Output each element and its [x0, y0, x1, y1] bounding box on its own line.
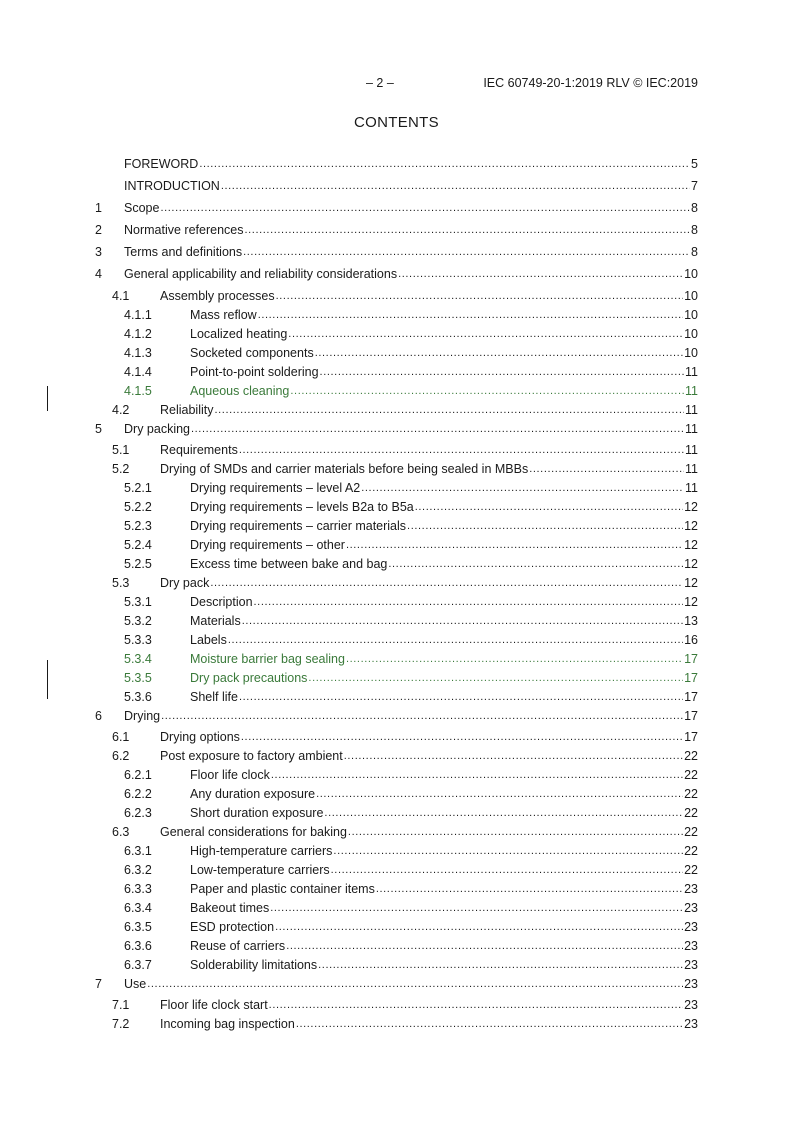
- toc-entry[interactable]: [95, 519, 698, 534]
- toc-entry-number: 7.1: [112, 998, 130, 1012]
- toc-entry[interactable]: [95, 481, 698, 496]
- toc-entry-page: 12: [684, 519, 698, 533]
- toc-entry-title: Solderability limitations: [190, 958, 318, 972]
- toc-entry-title: Low-temperature carriers: [190, 863, 330, 877]
- toc-entry-page: 23: [684, 977, 698, 991]
- toc-entry[interactable]: [95, 768, 698, 783]
- toc-entry[interactable]: [95, 384, 698, 399]
- toc-entry-title: Drying requirements – carrier materials: [190, 519, 407, 533]
- toc-entry-number: 6: [95, 709, 102, 723]
- toc-entry[interactable]: [95, 671, 698, 686]
- toc-entry-page: 11: [685, 422, 698, 436]
- toc-entry[interactable]: [95, 825, 698, 840]
- toc-entry-page: 7: [691, 179, 698, 193]
- toc-dot-leader: [320, 365, 684, 380]
- toc-entry-title: Floor life clock: [190, 768, 270, 782]
- toc-entry[interactable]: [95, 730, 698, 745]
- toc-dot-leader: [346, 538, 683, 553]
- toc-dot-leader: [361, 481, 684, 496]
- toc-entry-number: 4: [95, 267, 102, 281]
- toc-entry-number: 5.2.4: [124, 538, 152, 552]
- toc-dot-leader: [529, 462, 684, 477]
- toc-entry[interactable]: [95, 422, 698, 437]
- toc-entry-page: 10: [684, 289, 698, 303]
- toc-entry-number: 5.3.6: [124, 690, 152, 704]
- toc-entry-number: 6.2.1: [124, 768, 152, 782]
- toc-entry-number: 1: [95, 201, 102, 215]
- toc-entry[interactable]: [95, 806, 698, 821]
- toc-entry-title: Dry packing: [124, 422, 190, 436]
- toc-dot-leader: [210, 576, 683, 591]
- toc-dot-leader: [290, 384, 684, 399]
- toc-dot-leader: [316, 787, 683, 802]
- toc-entry-page: 22: [684, 844, 698, 858]
- toc-entry-number: 5: [95, 422, 102, 436]
- toc-entry[interactable]: [95, 901, 698, 916]
- toc-entry-number: 6.2: [112, 749, 130, 763]
- toc-entry-page: 13: [684, 614, 698, 628]
- toc-entry-page: 10: [684, 308, 698, 322]
- toc-entry-number: 3: [95, 245, 102, 259]
- toc-entry-page: 12: [684, 576, 698, 590]
- toc-entry-title: Materials: [190, 614, 241, 628]
- toc-entry-number: 6.2.2: [124, 787, 152, 801]
- toc-entry-number: 5.2.5: [124, 557, 152, 571]
- toc-entry-title: Normative references: [124, 223, 244, 237]
- toc-entry-page: 22: [684, 768, 698, 782]
- toc-entry-number: 6.3.4: [124, 901, 152, 915]
- toc-entry-page: 11: [685, 462, 698, 476]
- toc-dot-leader: [269, 998, 683, 1013]
- toc-entry-page: 17: [684, 690, 698, 704]
- toc-dot-leader: [415, 500, 683, 515]
- toc-entry-title: ESD protection: [190, 920, 275, 934]
- toc-entry[interactable]: [95, 157, 698, 172]
- toc-entry-title: Aqueous cleaning: [190, 384, 290, 398]
- toc-entry-title: General considerations for baking: [160, 825, 347, 839]
- toc-entry[interactable]: [95, 327, 698, 342]
- toc-entry-number: 6.3.2: [124, 863, 152, 877]
- toc-entry-number: 6.2.3: [124, 806, 152, 820]
- page-number: – 2 –: [366, 76, 394, 90]
- toc-dot-leader: [254, 595, 684, 610]
- toc-entry-number: 6.3.6: [124, 939, 152, 953]
- toc-entry-page: 23: [684, 998, 698, 1012]
- toc-entry-page: 22: [684, 825, 698, 839]
- toc-entry-title: Drying requirements – levels B2a to B5a: [190, 500, 414, 514]
- toc-entry-number: 6.3.7: [124, 958, 152, 972]
- toc-entry[interactable]: [95, 998, 698, 1013]
- toc-entry[interactable]: [95, 787, 698, 802]
- toc-dot-leader: [331, 863, 683, 878]
- toc-dot-leader: [318, 958, 683, 973]
- toc-entry[interactable]: [95, 201, 698, 216]
- toc-entry-page: 12: [684, 500, 698, 514]
- toc-dot-leader: [271, 768, 683, 783]
- toc-entry-number: 5.2.3: [124, 519, 152, 533]
- toc-entry-number: 6.3.1: [124, 844, 152, 858]
- toc-dot-leader: [242, 614, 683, 629]
- toc-dot-leader: [398, 267, 683, 282]
- toc-dot-leader: [221, 179, 690, 194]
- page-title: CONTENTS: [354, 114, 439, 131]
- toc-dot-leader: [286, 939, 683, 954]
- toc-entry-page: 23: [684, 901, 698, 915]
- toc-entry-title: Reliability: [160, 403, 214, 417]
- toc-dot-leader: [239, 443, 684, 458]
- toc-entry-title: Drying requirements – other: [190, 538, 345, 552]
- toc-entry-title: Dry pack precautions: [190, 671, 308, 685]
- toc-entry-number: 5.3: [112, 576, 130, 590]
- toc-entry[interactable]: [95, 920, 698, 935]
- toc-entry-page: 11: [685, 365, 698, 379]
- toc-entry-title: Socketed components: [190, 346, 314, 360]
- toc-entry[interactable]: [95, 652, 698, 667]
- toc-entry-number: 4.1: [112, 289, 130, 303]
- toc-entry-number: 6.3.5: [124, 920, 152, 934]
- toc-entry-page: 10: [684, 327, 698, 341]
- toc-entry-page: 22: [684, 749, 698, 763]
- toc-entry[interactable]: [95, 538, 698, 553]
- toc-dot-leader: [376, 882, 683, 897]
- toc-entry[interactable]: [95, 365, 698, 380]
- toc-entry-title: FOREWORD: [124, 157, 199, 171]
- toc-entry-page: 23: [684, 939, 698, 953]
- toc-entry-number: 4.1.5: [124, 384, 152, 398]
- toc-entry-page: 12: [684, 538, 698, 552]
- toc-entry-page: 11: [685, 403, 698, 417]
- toc-entry-title: Any duration exposure: [190, 787, 316, 801]
- toc-entry[interactable]: [95, 403, 698, 418]
- toc-entry[interactable]: [95, 500, 698, 515]
- toc-entry-number: 6.1: [112, 730, 130, 744]
- toc-entry-title: Shelf life: [190, 690, 238, 704]
- toc-entry-number: 6.3.3: [124, 882, 152, 896]
- toc-entry[interactable]: [95, 749, 698, 764]
- toc-entry-title: Moisture barrier bag sealing: [190, 652, 345, 666]
- toc-entry-page: 23: [684, 958, 698, 972]
- toc-dot-leader: [407, 519, 683, 534]
- toc-entry[interactable]: [95, 1017, 698, 1032]
- toc-dot-leader: [160, 201, 690, 216]
- toc-entry-number: 7.2: [112, 1017, 130, 1031]
- toc-entry-page: 22: [684, 806, 698, 820]
- toc-entry-page: 10: [684, 346, 698, 360]
- change-bar: [47, 660, 48, 699]
- toc-entry[interactable]: [95, 614, 698, 629]
- toc-entry[interactable]: [95, 267, 698, 282]
- toc-entry-number: 5.2.1: [124, 481, 152, 495]
- toc-entry-title: Labels: [190, 633, 227, 647]
- toc-entry[interactable]: [95, 958, 698, 973]
- toc-entry-number: 5.3.3: [124, 633, 152, 647]
- toc-entry-number: 4.2: [112, 403, 130, 417]
- toc-entry[interactable]: [95, 179, 698, 194]
- toc-entry-title: Use: [124, 977, 147, 991]
- toc-entry-number: 5.3.2: [124, 614, 152, 628]
- toc-entry-title: High-temperature carriers: [190, 844, 333, 858]
- toc-entry-page: 8: [691, 201, 698, 215]
- toc-entry-number: 2: [95, 223, 102, 237]
- toc-entry-number: 5.2: [112, 462, 130, 476]
- toc-dot-leader: [296, 1017, 683, 1032]
- toc-entry-title: Dry pack: [160, 576, 210, 590]
- toc-dot-leader: [348, 825, 683, 840]
- toc-dot-leader: [191, 422, 684, 437]
- toc-entry-title: Assembly processes: [160, 289, 275, 303]
- toc-entry-title: Terms and definitions: [124, 245, 243, 259]
- toc-dot-leader: [199, 157, 690, 172]
- toc-entry-title: Post exposure to factory ambient: [160, 749, 343, 763]
- toc-entry-title: Excess time between bake and bag: [190, 557, 388, 571]
- toc-entry[interactable]: [95, 690, 698, 705]
- toc-dot-leader: [346, 652, 683, 667]
- toc-entry-page: 17: [684, 730, 698, 744]
- toc-entry-page: 16: [684, 633, 698, 647]
- toc-dot-leader: [333, 844, 683, 859]
- toc-entry-number: 5.3.4: [124, 652, 152, 666]
- toc-dot-leader: [315, 346, 683, 361]
- toc-entry-title: Bakeout times: [190, 901, 270, 915]
- toc-entry-number: 5.3.5: [124, 671, 152, 685]
- toc-entry[interactable]: [95, 595, 698, 610]
- toc-entry-number: 4.1.3: [124, 346, 152, 360]
- toc-entry-number: 5.2.2: [124, 500, 152, 514]
- toc-entry-page: 17: [684, 652, 698, 666]
- toc-entry-title: Mass reflow: [190, 308, 257, 322]
- toc-dot-leader: [215, 403, 685, 418]
- toc-entry[interactable]: [95, 245, 698, 260]
- toc-entry-page: 5: [691, 157, 698, 171]
- toc-dot-leader: [241, 730, 683, 745]
- toc-entry[interactable]: [95, 443, 698, 458]
- table-of-contents: [95, 157, 698, 1032]
- toc-entry-number: 4.1.1: [124, 308, 152, 322]
- toc-entry-title: Point-to-point soldering: [190, 365, 319, 379]
- toc-entry[interactable]: [95, 939, 698, 954]
- toc-dot-leader: [147, 977, 683, 992]
- toc-entry-page: 11: [685, 384, 698, 398]
- toc-entry[interactable]: [95, 844, 698, 859]
- toc-entry-number: 4.1.2: [124, 327, 152, 341]
- toc-entry-page: 23: [684, 882, 698, 896]
- toc-entry-number: 5.1: [112, 443, 130, 457]
- toc-entry-number: 5.3.1: [124, 595, 152, 609]
- toc-dot-leader: [275, 920, 683, 935]
- toc-entry-number: 7: [95, 977, 102, 991]
- toc-entry-title: Drying requirements – level A2: [190, 481, 361, 495]
- toc-entry-page: 11: [685, 443, 698, 457]
- toc-entry-page: 17: [684, 671, 698, 685]
- toc-dot-leader: [308, 671, 683, 686]
- toc-entry-title: Requirements: [160, 443, 238, 457]
- toc-dot-leader: [324, 806, 683, 821]
- running-header: [0, 76, 698, 92]
- toc-entry-title: Drying options: [160, 730, 240, 744]
- toc-dot-leader: [245, 223, 691, 238]
- toc-entry-page: 23: [684, 1017, 698, 1031]
- toc-entry-title: INTRODUCTION: [124, 179, 220, 193]
- toc-dot-leader: [276, 289, 683, 304]
- toc-entry-title: Floor life clock start: [160, 998, 268, 1012]
- toc-entry[interactable]: [95, 308, 698, 323]
- toc-entry-title: Reuse of carriers: [190, 939, 286, 953]
- toc-entry-title: Short duration exposure: [190, 806, 324, 820]
- toc-entry-page: 17: [684, 709, 698, 723]
- toc-entry[interactable]: [95, 863, 698, 878]
- toc-entry-page: 8: [691, 245, 698, 259]
- toc-dot-leader: [270, 901, 683, 916]
- toc-entry-title: Incoming bag inspection: [160, 1017, 295, 1031]
- toc-entry[interactable]: [95, 346, 698, 361]
- toc-entry[interactable]: [95, 633, 698, 648]
- toc-entry-page: 22: [684, 787, 698, 801]
- toc-entry[interactable]: [95, 462, 698, 477]
- toc-entry-page: 11: [685, 481, 698, 495]
- toc-dot-leader: [239, 690, 683, 705]
- toc-dot-leader: [243, 245, 690, 260]
- toc-entry-page: 22: [684, 863, 698, 877]
- toc-entry-title: Paper and plastic container items: [190, 882, 375, 896]
- toc-dot-leader: [388, 557, 683, 572]
- toc-entry[interactable]: [95, 576, 698, 591]
- toc-entry-title: Drying of SMDs and carrier materials before being sealed in MBBs: [160, 462, 529, 476]
- toc-entry-title: Scope: [124, 201, 160, 215]
- toc-entry[interactable]: [95, 882, 698, 897]
- toc-dot-leader: [258, 308, 683, 323]
- toc-dot-leader: [228, 633, 683, 648]
- toc-entry-title: General applicability and reliability considerations: [124, 267, 398, 281]
- toc-entry-page: 10: [684, 267, 698, 281]
- toc-entry-title: Description: [190, 595, 253, 609]
- change-bar: [47, 386, 48, 411]
- toc-entry-title: Localized heating: [190, 327, 288, 341]
- toc-entry-number: 6.3: [112, 825, 130, 839]
- toc-entry-page: 12: [684, 595, 698, 609]
- toc-entry[interactable]: [95, 977, 698, 992]
- toc-entry[interactable]: [95, 289, 698, 304]
- toc-entry-number: 4.1.4: [124, 365, 152, 379]
- toc-entry[interactable]: [95, 557, 698, 572]
- toc-dot-leader: [288, 327, 683, 342]
- toc-dot-leader: [161, 709, 683, 724]
- toc-entry-title: Drying: [124, 709, 161, 723]
- toc-dot-leader: [344, 749, 683, 764]
- standard-reference: IEC 60749-20-1:2019 RLV © IEC:2019: [483, 76, 698, 90]
- toc-entry[interactable]: [95, 223, 698, 238]
- toc-entry[interactable]: [95, 709, 698, 724]
- toc-entry-page: 23: [684, 920, 698, 934]
- toc-entry-page: 12: [684, 557, 698, 571]
- toc-entry-page: 8: [691, 223, 698, 237]
